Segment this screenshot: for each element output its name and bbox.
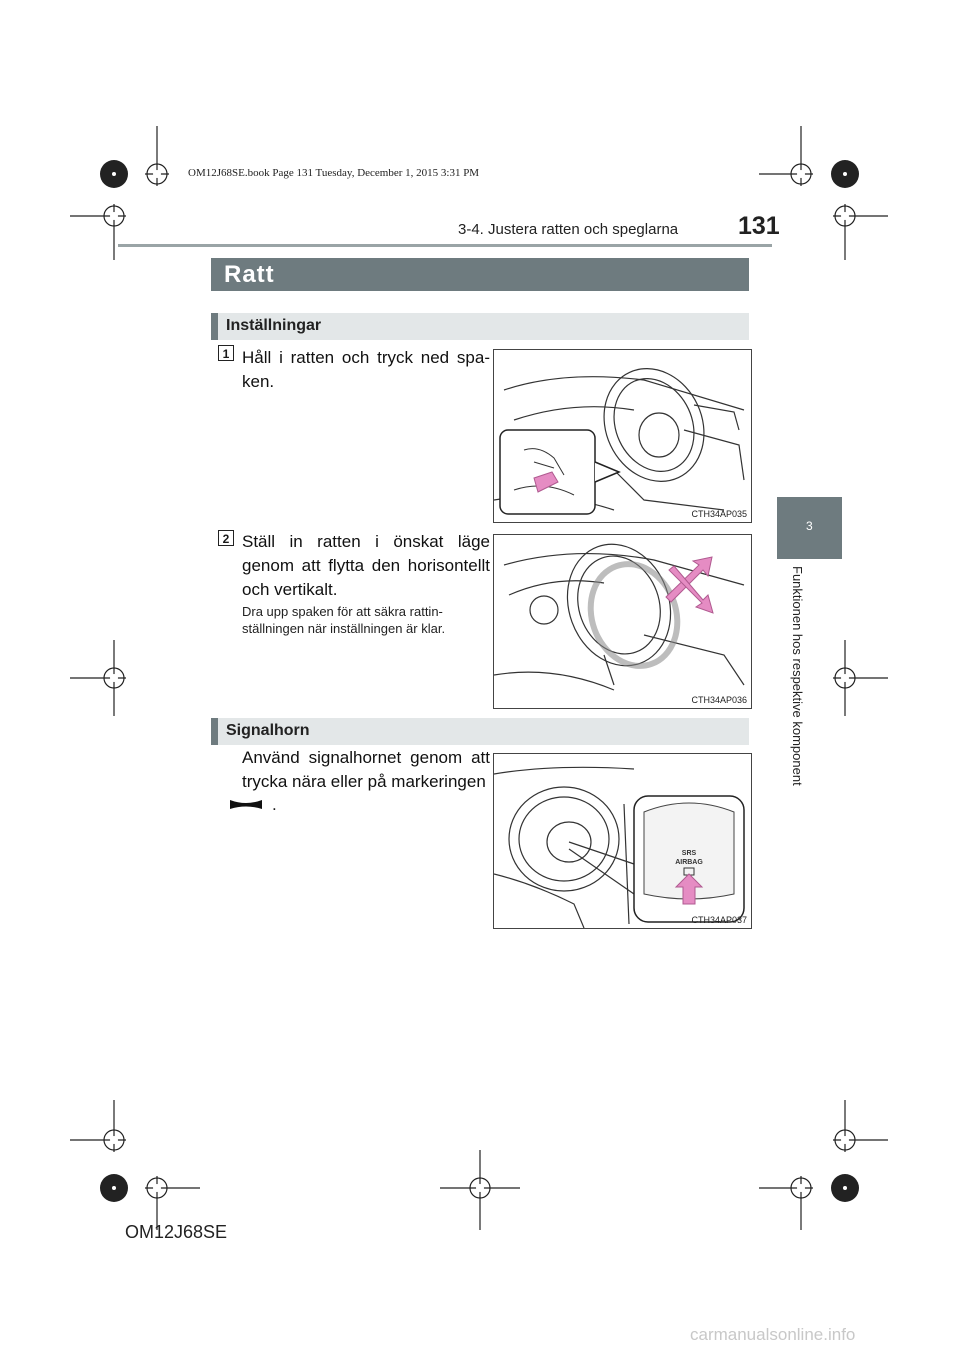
section-header: 3-4. Justera ratten och speglarna (458, 221, 679, 238)
horn-icon (228, 796, 264, 817)
figure-horn (493, 753, 752, 929)
step-number-1: 1 (218, 345, 234, 361)
chapter-tab (777, 497, 842, 559)
page-number: 131 (738, 212, 780, 240)
footer-model-code: OM12J68SE (125, 1222, 228, 1242)
step-number-2: 2 (218, 530, 234, 546)
step-2-note: Dra upp spaken för att säkra rattin-ställningen när inställningen är klar. (242, 604, 446, 636)
subheading-installningar (211, 313, 749, 340)
figure-srs-text: SRS (681, 850, 697, 857)
figure-code-1: CTH34AP035 (691, 509, 747, 519)
figure-steering-adjust (493, 534, 752, 709)
horn-text: Använd signalhornet genom att trycka nära eller på markeringen (242, 748, 490, 791)
figure-code-2: CTH34AP036 (691, 695, 747, 705)
step-1-text: Håll i ratten och tryck ned spa-ken. (242, 348, 490, 391)
figure-steering-lever (493, 349, 752, 523)
horn-text-end: . (272, 795, 277, 814)
page-title-bar (211, 258, 749, 291)
figure-code-3: CTH34AP037 (691, 915, 747, 925)
figure-airbag-text: AIRBAG (675, 859, 703, 866)
subheading-label: Inställningar (226, 317, 322, 334)
watermark: carmanualsonline.info (690, 1325, 856, 1344)
page-title: Ratt (224, 261, 275, 288)
header-rule (118, 244, 772, 247)
subheading-label: Signalhorn (226, 722, 310, 739)
chapter-number: 3 (806, 519, 813, 533)
chapter-title: Funktionen hos respektive komponent (790, 566, 805, 786)
subheading-signalhorn (211, 718, 749, 745)
step-2-text: Ställ in ratten i önskat läge genom att flytta den horisontellt och vertikalt. (242, 532, 490, 599)
book-info: OM12J68SE.book Page 131 Tuesday, December 1, 2015 3:31 PM (188, 167, 480, 179)
